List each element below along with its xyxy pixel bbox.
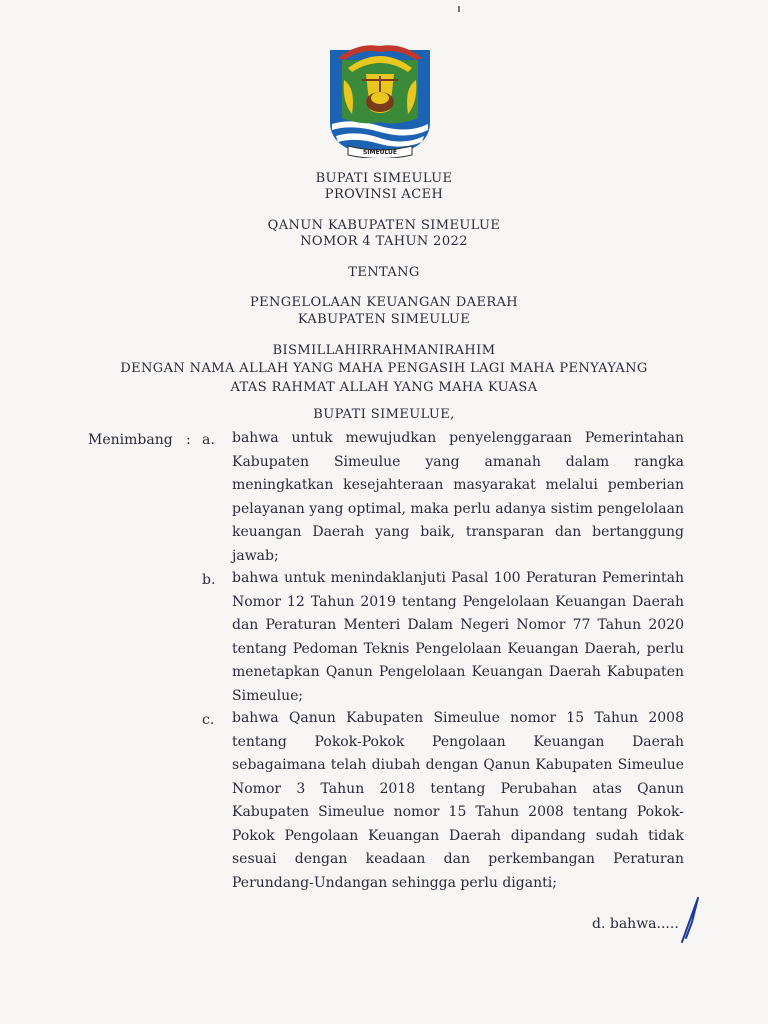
item-b-text: bahwa untuk menindaklanjuti Pasal 100 Peraturan Pemerintah Nomor 12 Tahun 2019 tentang Pengelolaan Keuangan Daerah dan Peraturan Menteri Dalam Negeri Nomor 77 Tahun 2020 tentang Pedoman Teknis Pengelolaan Keuangan Daerah, perlu menetapkan Qanun Pengelolaan Keuangan Daerah Kabupaten Simeulue; xyxy=(232,570,684,704)
official-title: BUPATI SIMEULUE xyxy=(315,171,453,186)
item-b-letter: b. xyxy=(202,572,216,588)
emblem-banner-text: SIMEULUE xyxy=(362,149,398,156)
initial-mark xyxy=(676,894,706,944)
considering-label: Menimbang xyxy=(88,432,173,448)
invocation-line-2: DENGAN NAMA ALLAH YANG MAHA PENGASIH LAGI MAHA PENYAYANG xyxy=(120,361,648,376)
considering-colon: : xyxy=(186,432,191,448)
province-title: PROVINSI ACEH xyxy=(324,187,444,202)
item-c-text: bahwa Qanun Kabupaten Simeulue nomor 15 Tahun 2008 tentang Pokok-Pokok Pengolaan Keuangan Daerah sebagaimana telah diubah dengan Qanun Kabupaten Simeulue Nomor 3 Tahun 2018 tentang Perubahan atas Qanun Kabupaten Simeulue nomor 15 Tahun 2008 tentang Pokok-Pokok Pengolaan Keuangan Daerah dipandang sudah tidak sesuai dengan keadaan dan perkembangan Peraturan Perundang-Undangan sehingga perlu diganti; xyxy=(232,710,684,891)
document-number: NOMOR 4 TAHUN 2022 xyxy=(300,234,468,249)
scan-speck xyxy=(458,6,460,12)
subject-line-2: KABUPATEN SIMEULUE xyxy=(297,312,471,327)
simeulue-emblem xyxy=(322,40,438,158)
subject-line-1: PENGELOLAAN KEUANGAN DAERAH xyxy=(249,295,519,310)
continuation-text: d. bahwa..... xyxy=(592,916,679,932)
document-type: QANUN KABUPATEN SIMEULUE xyxy=(267,218,501,233)
about-label: TENTANG xyxy=(348,265,420,280)
invocation-line-3: ATAS RAHMAT ALLAH YANG MAHA KUASA xyxy=(230,380,538,395)
item-c-letter: c. xyxy=(202,712,215,728)
item-a-letter: a. xyxy=(202,432,215,448)
issuer-line: BUPATI SIMEULUE, xyxy=(313,407,455,422)
invocation-line-1: BISMILLAHIRRAHMANIRAHIM xyxy=(272,343,496,358)
item-a-text: bahwa untuk mewujudkan penyelenggaraan Pemerintahan Kabupaten Simeulue yang amanah dalam rangka meningkatkan kesejahteraan masyarakat melalui pemberian pelayanan yang optimal, maka perlu adanya sistim pengelolaan keuangan Daerah yang baik, transparan dan bertanggung jawab; xyxy=(232,430,684,564)
